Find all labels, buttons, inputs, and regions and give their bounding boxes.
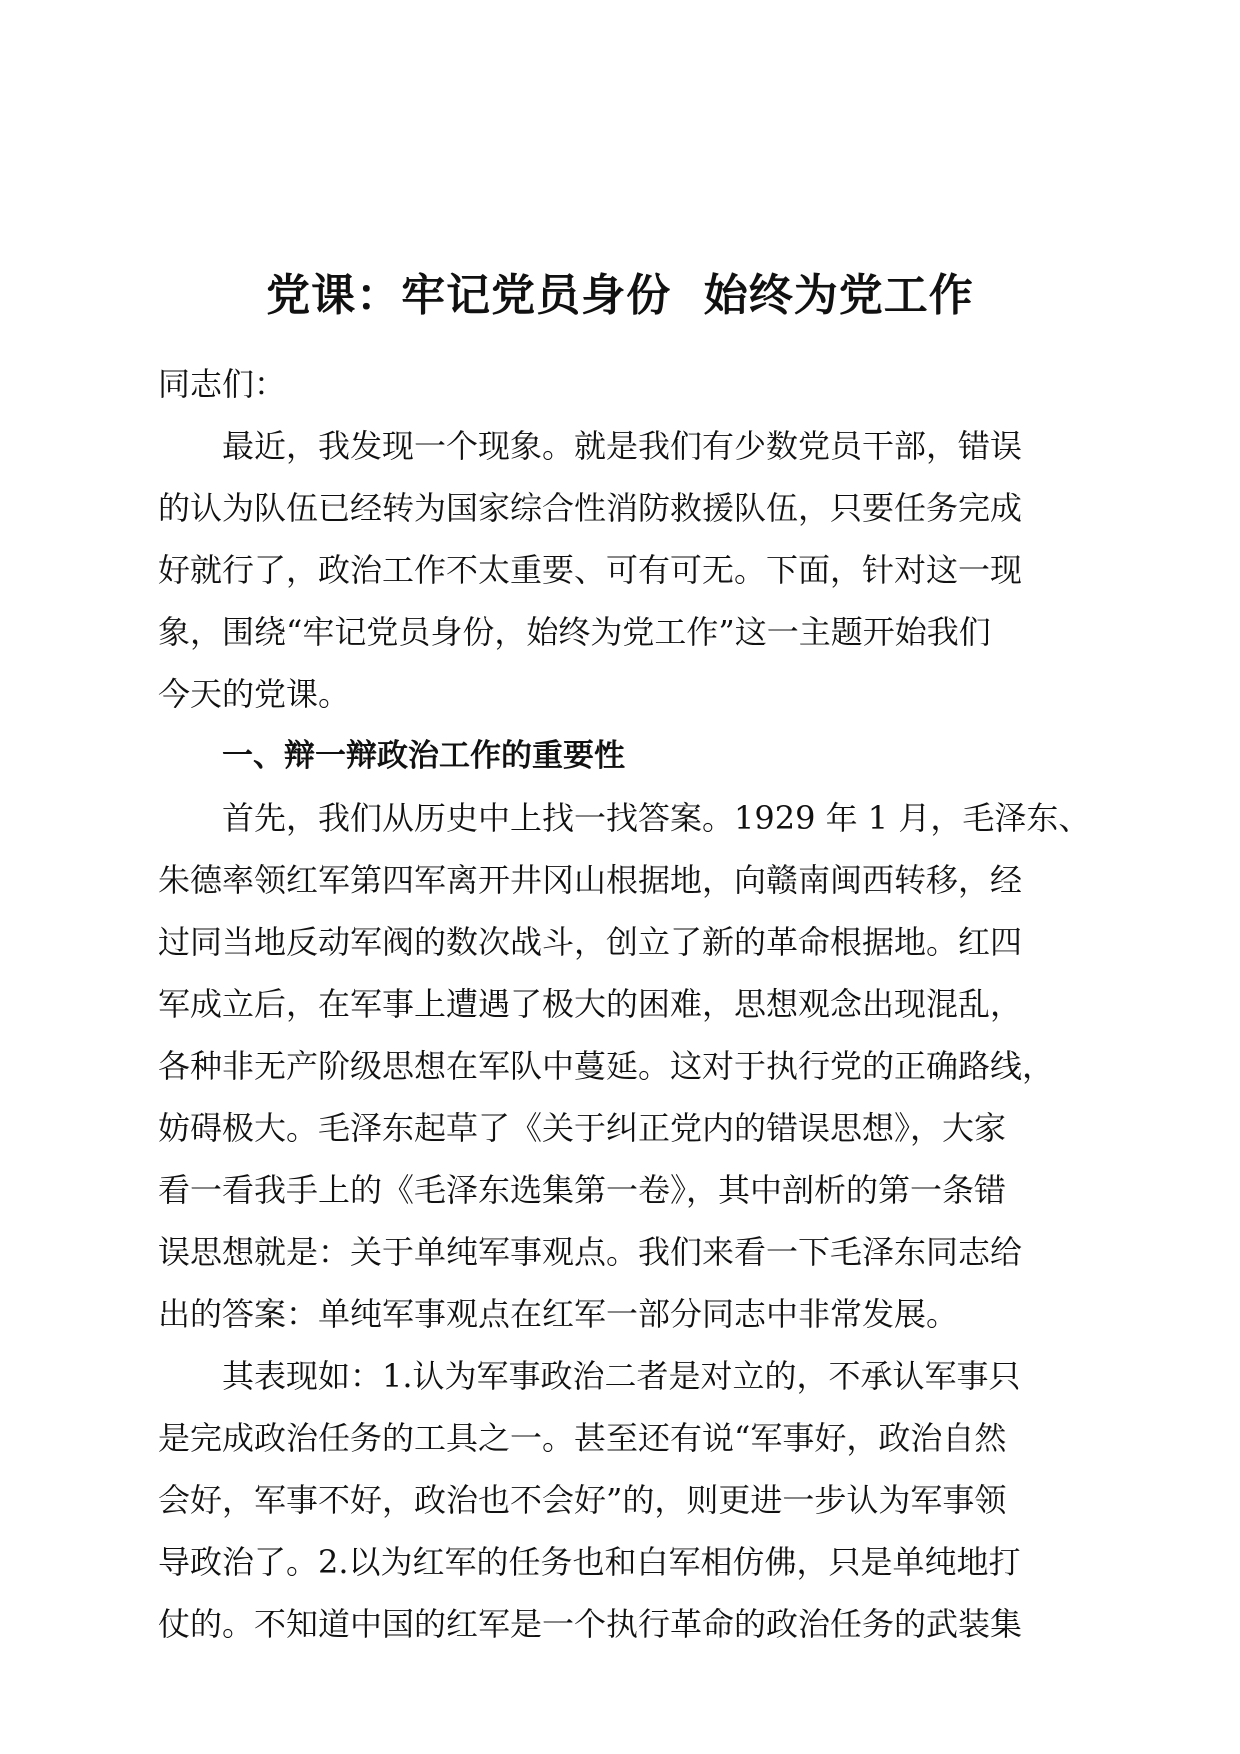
paragraph-line: 导政治了。2.以为红军的任务也和白军相仿佛，只是单纯地打: [158, 1543, 1021, 1581]
paragraph-line: 妨碍极大。毛泽东起草了《关于纠正党内的错误思想》，大家: [158, 1109, 1007, 1147]
paragraph-line: 各种非无产阶级思想在军队中蔓延。这对于执行党的正确路线，: [158, 1047, 1055, 1085]
paragraph-line: 今天的党课。: [158, 675, 351, 713]
paragraph-line: 仗的。不知道中国的红军是一个执行革命的政治任务的武装集: [158, 1605, 1023, 1643]
paragraph-line: 看一看我手上的《毛泽东选集第一卷》，其中剖析的第一条错: [158, 1171, 1007, 1209]
paragraph-history: [158, 787, 1091, 1345]
paragraph-line: 最近，我发现一个现象。就是我们有少数党员干部，错误: [222, 427, 1023, 465]
paragraph-line: 朱德率领红军第四军离开井冈山根据地，向赣南闽西转移，经: [158, 861, 1023, 899]
section-heading: 一、辩一辩政治工作的重要性: [222, 738, 625, 774]
paragraph-line: 是完成政治任务的工具之一。甚至还有说“军事好，政治自然: [158, 1419, 1007, 1457]
document-title: 党课：牢记党员身份 始终为党工作: [266, 270, 974, 321]
paragraph-line: 误思想就是：关于单纯军事观点。我们来看一下毛泽东同志给: [158, 1233, 1023, 1271]
paragraph-line: 会好，军事不好，政治也不会好”的，则更进一步认为军事领: [158, 1481, 1007, 1519]
document-body: [158, 353, 1091, 1655]
paragraph-line: 过同当地反动军阀的数次战斗，创立了新的革命根据地。红四: [158, 923, 1023, 961]
paragraph-line: 出的答案：单纯军事观点在红军一部分同志中非常发展。: [158, 1295, 959, 1333]
paragraph-intro: [158, 415, 1078, 725]
paragraph-line: 象，围绕“牢记党员身份，始终为党工作”这一主题开始我们: [158, 613, 991, 651]
paragraph-line: 其表现如：1.认为军事政治二者是对立的，不承认军事只: [222, 1357, 1021, 1395]
paragraph-manifestation: [158, 1345, 1078, 1655]
paragraph-line: 好就行了，政治工作不太重要、可有可无。下面，针对这一现: [158, 551, 1023, 589]
paragraph-line: 军成立后，在军事上遭遇了极大的困难，思想观念出现混乱，: [158, 985, 1023, 1023]
paragraph-line: 首先，我们从历史中上找一找答案。1929 年 1 月，毛泽东、: [222, 799, 1091, 837]
paragraph-line: 的认为队伍已经转为国家综合性消防救援队伍，只要任务完成: [158, 489, 1023, 527]
greeting: 同志们：: [158, 365, 287, 403]
